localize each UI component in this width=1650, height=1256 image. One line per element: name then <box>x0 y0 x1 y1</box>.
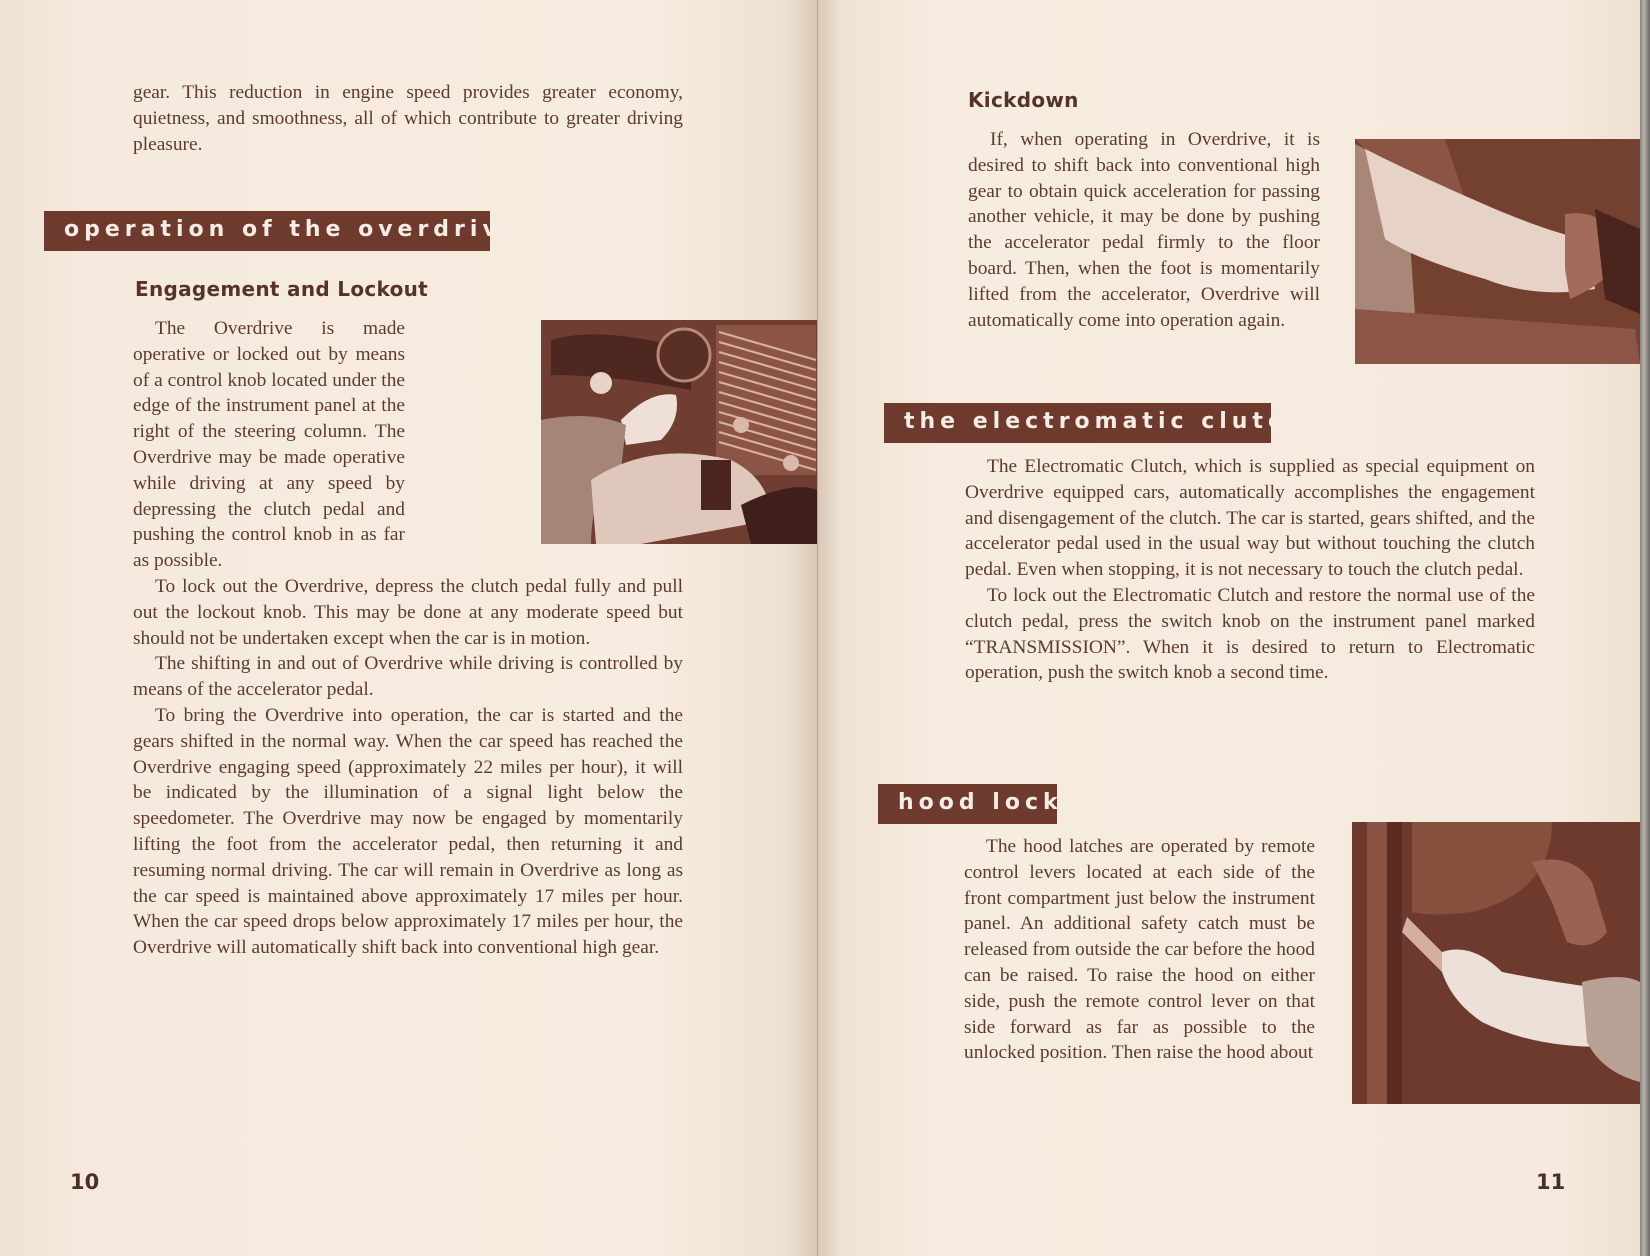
section-header-overdrive: operation of the overdrive <box>44 211 490 251</box>
right-page <box>818 0 1640 1256</box>
kickdown-paragraph: If, when operating in Overdrive, it is desired to shift back into conventional high gear to obtain quick acceleration for passing another vehicle, it may be done by pushing the accelerator pedal firmly to the floor board. Then, when the foot is momentarily lifted from the accelerator, Overdrive will automatically come into operation again. <box>968 129 1320 331</box>
subheading-engagement-lockout: Engagement and Lockout <box>135 277 429 301</box>
paragraph: To bring the Overdrive into operation, the car is started and the gears shifted in the normal way. When the car speed has reached the Overdrive engaging speed (approximately 22 miles per hour), it will be indicated by the illumination of a signal light below the speedometer. The Overdrive may now be engaged by momentarily lifting the foot from the accelerator pedal, then returning it and resuming normal driving. The car will remain in Overdrive as long as the car speed is maintained above approximately 17 miles per hour. When the car speed drops below approximately 17 miles per hour, the Overdrive will automatically shift back into conventional high gear. <box>133 704 683 959</box>
photo-accelerator-illustration <box>1355 139 1640 364</box>
page-number-left: 10 <box>70 1170 100 1194</box>
paragraph: To lock out the Electromatic Clutch and restore the normal use of the clutch pedal, press the switch knob on the instrument panel marked “TRANSMISSION”. When it is desired to return to Electromatic operation, push the switch knob a second time. <box>965 584 1535 684</box>
intro-paragraph: gear. This reduction in engine speed provides greater economy, quietness, and smoothness, all of which contribute to greater driving pleasure. <box>133 82 683 155</box>
photo-wrap-spacer <box>405 316 683 548</box>
electromatic-body <box>965 454 1535 686</box>
paragraph: The shifting in and out of Overdrive while driving is controlled by means of the accelerator pedal. <box>133 653 683 701</box>
engagement-body <box>133 316 683 961</box>
page-edge <box>1640 0 1650 1256</box>
paragraph: To lock out the Overdrive, depress the clutch pedal fully and pull out the lockout knob. This may be done at any moderate speed but should not be undertaken except when the car is in motion. <box>133 575 683 649</box>
photo-hood-lever-illustration <box>1352 822 1640 1104</box>
subheading-kickdown: Kickdown <box>968 88 1079 112</box>
intro-paragraph-block <box>133 80 683 157</box>
kickdown-paragraph-block <box>968 127 1320 333</box>
section-header-electromatic: the electromatic clutch <box>884 403 1271 443</box>
paragraph: The Overdrive is made operative or locked out by means of a control knob located under the edge of the instrument panel at the right of the steering column. The Overdrive may be made operative while driving at any speed by depressing the clutch pedal and pushing the control knob in as far as possible. <box>133 318 405 572</box>
photo-accelerator-pedal <box>1355 139 1640 364</box>
page-number-right: 11 <box>1536 1170 1566 1194</box>
hood-lock-paragraph: The hood latches are operated by remote control levers located at each side of the front compartment just below the instrument panel. An additional safety catch must be released from outside the car before the hood can be raised. To raise the hood on either side, push the remote control lever on that side forward as far as possible to the unlocked position. Then raise the hood about <box>964 836 1315 1064</box>
photo-hood-release-lever <box>1352 822 1640 1104</box>
paragraph: The Electromatic Clutch, which is supplied as special equipment on Overdrive equipped cars, automatically accomplishes the engagement and disengagement of the clutch. The car is started, gears shifted, and the accelerator pedal used in the usual way but without touching the clutch pedal. Even when stopping, it is not necessary to touch the clutch pedal. <box>965 456 1535 581</box>
left-page <box>0 0 818 1256</box>
section-header-hood-lock: hood lock <box>878 784 1057 824</box>
hood-lock-paragraph-block <box>964 834 1315 1066</box>
